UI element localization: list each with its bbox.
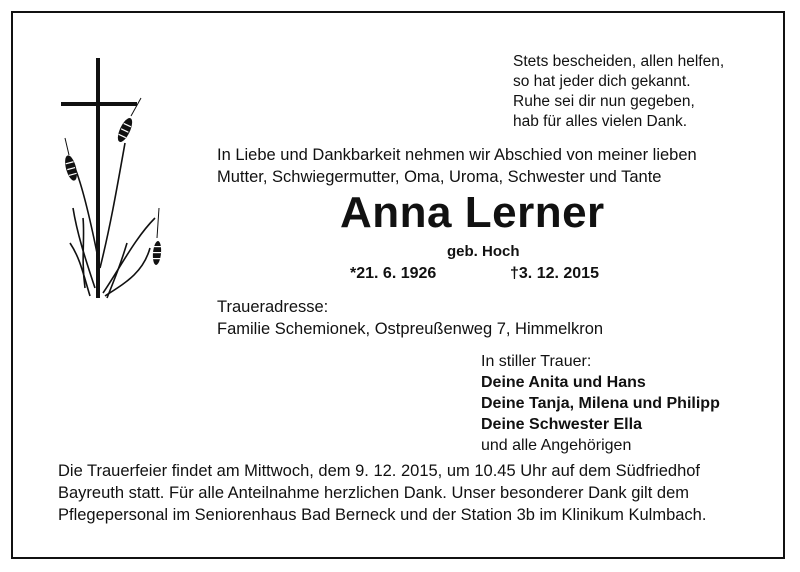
footer-line: Die Trauerfeier findet am Mittwoch, dem 9. 12. 2015, um 10.45 Uhr auf dem Südfriedhof bbox=[58, 462, 701, 480]
intro-line: In Liebe und Dankbarkeit nehmen wir Abschied von meiner lieben bbox=[217, 146, 697, 164]
mourner-name: Deine Tanja, Milena und Philipp bbox=[481, 395, 720, 412]
footer-line: Pflegepersonal im Seniorenhaus Bad Berneck und der Station 3b im Klinikum Kulmbach. bbox=[58, 506, 707, 524]
birth-date: *21. 6. 1926 bbox=[350, 265, 437, 282]
death-date: †3. 12. 2015 bbox=[510, 265, 599, 282]
poem-line: hab für alles vielen Dank. bbox=[513, 113, 688, 130]
mourner-name: Deine Schwester Ella bbox=[481, 416, 642, 433]
footer-text bbox=[58, 460, 706, 526]
intro-text bbox=[217, 144, 697, 188]
deceased-name: Anna Lerner bbox=[340, 188, 605, 237]
mourners-block bbox=[481, 351, 720, 456]
poem-line: Ruhe sei dir nun gegeben, bbox=[513, 93, 695, 110]
mourners-intro: In stiller Trauer: bbox=[481, 353, 592, 370]
mourner-name: Deine Anita und Hans bbox=[481, 374, 646, 391]
mourners-closing: und alle Angehörigen bbox=[481, 437, 632, 454]
poem bbox=[513, 52, 724, 132]
cross-with-wheat-icon bbox=[55, 58, 175, 303]
address-label: Traueradresse: bbox=[217, 298, 329, 316]
footer-line: Bayreuth statt. Für alle Anteilnahme herzlichen Dank. Unser besonderer Dank gilt dem bbox=[58, 484, 689, 502]
poem-line: so hat jeder dich gekannt. bbox=[513, 73, 691, 90]
mourning-address bbox=[217, 296, 603, 340]
address-line: Familie Schemionek, Ostpreußenweg 7, Himmelkron bbox=[217, 320, 604, 338]
birth-name: geb. Hoch bbox=[447, 243, 520, 260]
poem-line: Stets bescheiden, allen helfen, bbox=[513, 53, 725, 70]
intro-line: Mutter, Schwiegermutter, Oma, Uroma, Schwester und Tante bbox=[217, 168, 662, 186]
